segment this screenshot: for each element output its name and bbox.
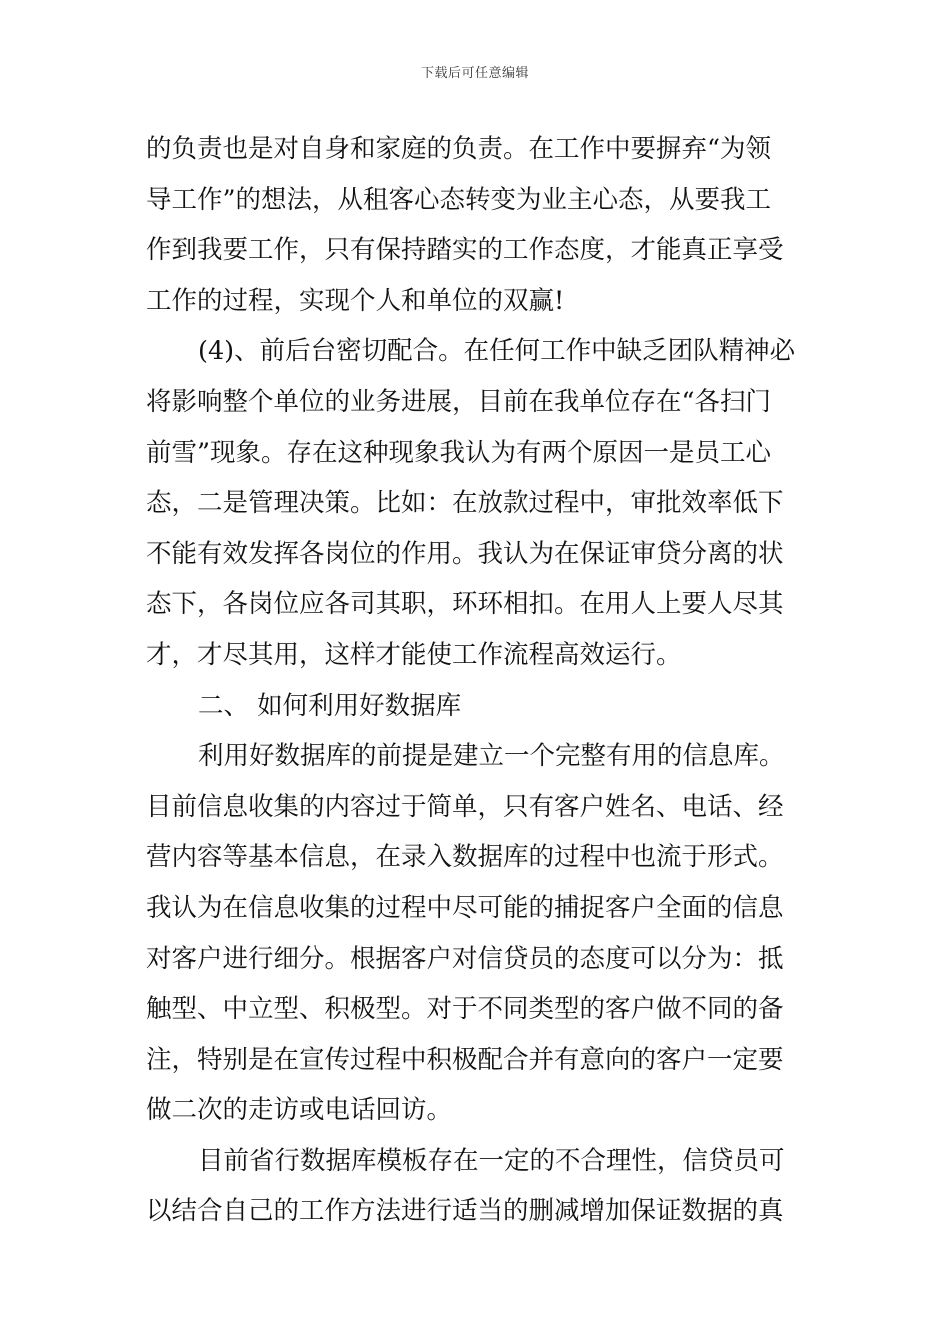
text-line: 我认为在信息收集的过程中尽可能的捕捉客户全面的信息 (146, 892, 784, 923)
section-heading: 二、 如何利用好数据库 (198, 690, 462, 721)
text-line: 才，才尽其用，这样才能使工作流程高效运行。 (146, 639, 682, 670)
paragraph-start-line: 利用好数据库的前提是建立一个完整有用的信息库。 (198, 741, 785, 772)
page-header: 下载后可任意编辑 (420, 66, 529, 81)
text-line: 营内容等基本信息，在录入数据库的过程中也流于形式。 (146, 842, 784, 873)
paragraph-start-line: 目前省行数据库模板存在一定的不合理性，信贷员可 (198, 1145, 785, 1176)
text-line: 前雪”现象。存在这种现象我认为有两个原因一是员工心 (146, 437, 772, 468)
text-line: 导工作”的想法，从租客心态转变为业主心态，从要我工 (146, 184, 772, 215)
text-line: 态，二是管理决策。比如：在放款过程中，审批效率低下 (146, 488, 784, 519)
text-line: 注，特别是在宣传过程中积极配合并有意向的客户一定要 (146, 1044, 784, 1075)
paragraph-start-line: (4)、前后台密切配合。在任何工作中缺乏团队精神必 (198, 336, 796, 367)
text-line: 对客户进行细分。根据客户对信贷员的态度可以分为：抵 (146, 943, 784, 974)
text-line: 态下，各岗位应各司其职，环环相扣。在用人上要人尽其 (146, 589, 784, 620)
text-line: 的负责也是对自身和家庭的负责。在工作中要摒弃“为领 (146, 134, 772, 164)
document-body (146, 124, 811, 1237)
text-line: 工作的过程，实现个人和单位的双赢! (146, 285, 565, 316)
text-line: 做二次的走访或电话回访。 (146, 1095, 453, 1126)
text-line: 触型、中立型、积极型。对于不同类型的客户做不同的备 (146, 994, 784, 1025)
text-line: 作到我要工作，只有保持踏实的工作态度，才能真正享受 (146, 235, 784, 266)
text-line: 不能有效发挥各岗位的作用。我认为在保证审贷分离的状 (146, 538, 784, 569)
text-line: 目前信息收集的内容过于简单，只有客户姓名、电话、经 (146, 791, 784, 822)
text-line: 将影响整个单位的业务进展，目前在我单位存在“各扫门 (146, 386, 772, 417)
text-line: 以结合自己的工作方法进行适当的删减增加保证数据的真 (146, 1196, 784, 1227)
